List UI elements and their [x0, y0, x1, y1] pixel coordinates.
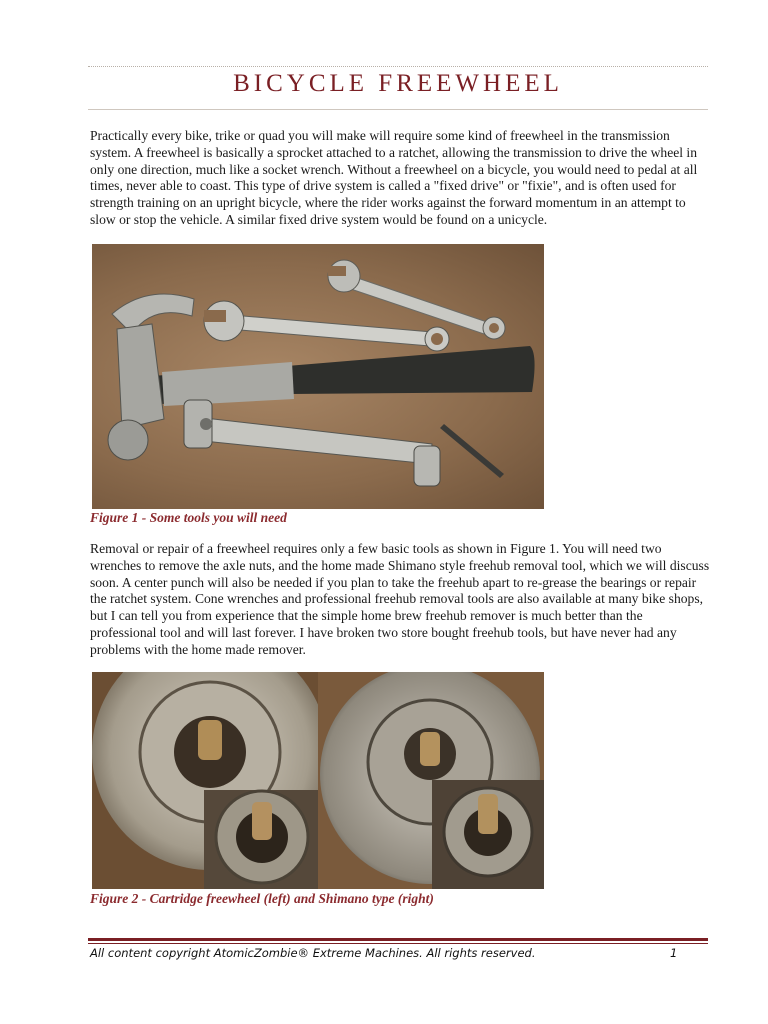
freehub-removal-tool: [184, 400, 440, 486]
intro-paragraph: Practically every bike, trike or quad you will make will require some kind of freewheel in the transmission system. A freewheel is basically a sprocket attached to a ratchet, allowing the transmission to drive the wheel in only one direction, much like a socket wrench. Without a freewheel on a bicycle, you would need to pedal at all times, never able to coast. This type of drive system is called a "fixed drive" or "fixie", and is often used for strength training on an upright bicycle, where the rider works against the forward momentum in an attempt to slow or stop the vehicle. A similar fixed drive system would be found on a unicycle.: [90, 128, 698, 227]
figure-2-caption: Figure 2 - Cartridge freewheel (left) and Shimano type (right): [90, 891, 434, 906]
figure-2-freewheel-photo: [92, 672, 544, 889]
footer-thin-rule: [88, 943, 708, 944]
title-underline: [88, 109, 708, 110]
shimano-freewheel: [318, 672, 544, 889]
tools-illustration: [92, 244, 544, 509]
figure-1-tools-photo: [92, 244, 544, 509]
figure-1-caption: Figure 1 - Some tools you will need: [90, 510, 287, 525]
cartridge-freewheel: [92, 672, 328, 889]
freewheel-illustration: [92, 672, 544, 889]
page-number: 1: [670, 946, 678, 960]
tools-paragraph: Removal or repair of a freewheel requires only a few basic tools as shown in Figure 1. You will need two wrenches to remove the axle nuts, and the home made Shimano style freehub removal tool, which we will discuss soon. A center punch will also be needed if you plan to take the freehub apart to re-grease the bearings or repair the ratchet system. Cone wrenches and professional freehub removal tools are also available at many bike shops, but I can tell you from experience that the simple home brew freehub remover is much better than the professional tool and will last forever. I have broken two store bought freehub tools, but have never had any problems with the home made remover.: [90, 541, 710, 657]
footer-copyright: All content copyright AtomicZombie® Extreme Machines. All rights reserved.: [90, 946, 536, 960]
header-top-rule: [88, 66, 708, 67]
center-punch: [440, 424, 504, 478]
footer-thick-rule: [88, 938, 708, 941]
page-title: BICYCLE FREEWHEEL: [233, 70, 563, 97]
